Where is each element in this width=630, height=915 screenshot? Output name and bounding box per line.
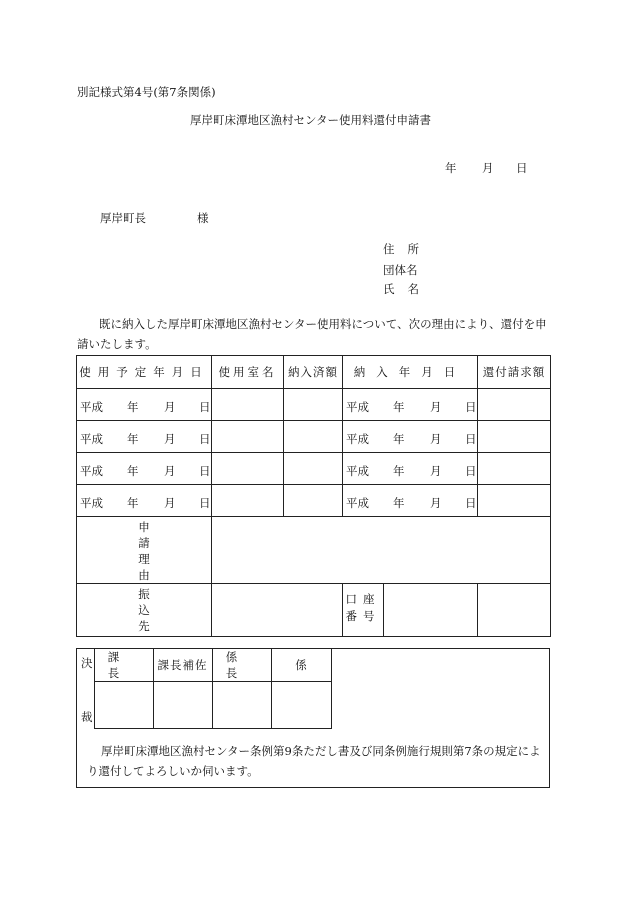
role-section-chief: 課長 (94, 649, 153, 682)
month-label: 月 (430, 496, 442, 510)
transfer-label-char: 先 (138, 619, 150, 633)
transfer-label (77, 584, 212, 637)
decision-label-bottom: 裁 (81, 710, 93, 724)
approval-section (76, 648, 550, 788)
transfer-row (77, 584, 551, 637)
addressee-name: 厚岸町長 (100, 211, 146, 225)
stamp-subsection-chief[interactable] (212, 682, 271, 729)
form-number: 別記様式第4号(第7条関係) (77, 85, 216, 99)
year-label: 年 (127, 432, 139, 446)
reason-label-char: 請 (138, 536, 150, 550)
role-staff: 係 (271, 649, 331, 682)
era-label: 平成 (346, 400, 369, 414)
era-label: 平成 (346, 464, 369, 478)
decision-label-top: 決 (81, 656, 93, 670)
room-name-field[interactable] (212, 421, 284, 453)
planned-date-field[interactable] (77, 453, 212, 485)
reason-label-char: 理 (138, 552, 150, 566)
planned-date-field[interactable] (77, 389, 212, 421)
applicant-address-label: 住所 (383, 242, 432, 256)
stamp-section-chief[interactable] (94, 682, 153, 729)
month-label: 月 (430, 432, 442, 446)
reason-field[interactable] (212, 517, 551, 584)
header-room-name: 使用室名 (212, 356, 284, 389)
planned-date-field[interactable] (77, 485, 212, 517)
approval-stamp-grid (77, 649, 332, 729)
header-refund-amount: 還付請求額 (478, 356, 551, 389)
stamp-staff[interactable] (271, 682, 331, 729)
day-label: 日 (199, 464, 211, 478)
year-label: 年 (393, 432, 405, 446)
date-day-label: 日 (516, 161, 528, 175)
approval-stamps-row (77, 682, 331, 729)
day-label: 日 (199, 400, 211, 414)
month-label: 月 (430, 400, 442, 414)
room-name-field[interactable] (212, 389, 284, 421)
table-row (77, 389, 551, 421)
reason-label-char: 由 (138, 568, 150, 582)
room-name-field[interactable] (212, 453, 284, 485)
decision-label-cell (77, 649, 94, 729)
account-label-box (343, 584, 384, 636)
transfer-label-char: 振 (138, 587, 150, 601)
transfer-destination-field[interactable] (212, 584, 343, 637)
day-label: 日 (465, 464, 477, 478)
addressee-suffix: 様 (197, 211, 209, 225)
document-title: 厚岸町床潭地区漁村センター使用料還付申請書 (190, 113, 432, 127)
refund-amount-field[interactable] (478, 485, 551, 517)
day-label: 日 (199, 432, 211, 446)
header-payment-date: 納入年月日 (343, 356, 478, 389)
era-label: 平成 (346, 496, 369, 510)
account-number-field-extension[interactable] (478, 584, 551, 637)
year-label: 年 (127, 496, 139, 510)
month-label: 月 (164, 496, 176, 510)
approval-statement: 厚岸町床潭地区漁村センター条例第9条ただし書及び同条例施行規則第7条の規定により還付してよろしいか伺います。 (87, 744, 541, 778)
header-planned-date: 使用予定年月日 (77, 356, 212, 389)
request-statement: 既に納入した厚岸町床潭地区漁村センター使用料について、次の理由により、還付を申請いたします。 (77, 317, 547, 351)
role-subsection-chief: 係長 (212, 649, 271, 682)
date-year-label: 年 (445, 161, 457, 175)
month-label: 月 (164, 400, 176, 414)
table-header-row (77, 356, 551, 389)
refund-amount-field[interactable] (478, 453, 551, 485)
month-label: 月 (430, 464, 442, 478)
year-label: 年 (393, 496, 405, 510)
era-label: 平成 (80, 432, 103, 446)
table-row (77, 485, 551, 517)
era-label: 平成 (80, 464, 103, 478)
day-label: 日 (465, 432, 477, 446)
header-paid-amount: 納入済額 (284, 356, 343, 389)
year-label: 年 (127, 464, 139, 478)
day-label: 日 (465, 400, 477, 414)
year-label: 年 (393, 400, 405, 414)
era-label: 平成 (346, 432, 369, 446)
payment-date-field[interactable] (343, 453, 478, 485)
account-number-label (343, 584, 383, 625)
era-label: 平成 (80, 400, 103, 414)
account-cell (343, 584, 478, 637)
stamp-deputy-chief[interactable] (153, 682, 212, 729)
paid-amount-field[interactable] (284, 485, 343, 517)
year-label: 年 (127, 400, 139, 414)
payment-date-field[interactable] (343, 421, 478, 453)
month-label: 月 (164, 432, 176, 446)
payment-date-field[interactable] (343, 389, 478, 421)
year-label: 年 (393, 464, 405, 478)
month-label: 月 (164, 464, 176, 478)
applicant-name-label: 氏名 (383, 282, 432, 296)
room-name-field[interactable] (212, 485, 284, 517)
applicant-group-label: 団体名 (383, 263, 418, 277)
era-label: 平成 (80, 496, 103, 510)
account-label-line: 口座 (345, 592, 381, 606)
day-label: 日 (199, 496, 211, 510)
approval-roles-row (77, 649, 331, 682)
account-number-field[interactable] (384, 584, 477, 636)
refund-application-table (76, 355, 551, 637)
table-row (77, 453, 551, 485)
paid-amount-field[interactable] (284, 389, 343, 421)
account-label-line: 番号 (345, 609, 381, 623)
table-row (77, 421, 551, 453)
refund-amount-field[interactable] (478, 421, 551, 453)
date-month-label: 月 (482, 161, 494, 175)
reason-row (77, 517, 551, 584)
day-label: 日 (465, 496, 477, 510)
paid-amount-field[interactable] (284, 453, 343, 485)
transfer-label-char: 込 (138, 603, 150, 617)
reason-label-char: 申 (138, 520, 150, 534)
refund-amount-field[interactable] (478, 389, 551, 421)
paid-amount-field[interactable] (284, 421, 343, 453)
reason-label (77, 517, 212, 584)
role-deputy-chief: 課長補佐 (153, 649, 212, 682)
planned-date-field[interactable] (77, 421, 212, 453)
payment-date-field[interactable] (343, 485, 478, 517)
